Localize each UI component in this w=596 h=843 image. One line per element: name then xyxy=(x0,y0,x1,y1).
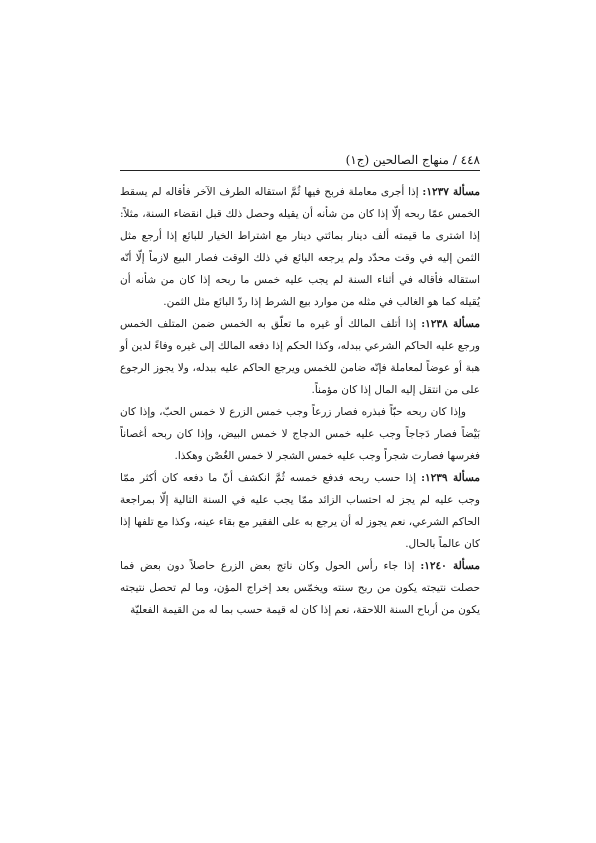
running-header xyxy=(120,152,480,170)
paragraph-text: إذا جاء رأس الحول وكان ناتج بعض الزرع حاصلاً دون بعض فما حصلت نتيجته يكون من ربح سنته ويخمّس بعد إخراج المؤن، وما لم تحصل نتيجته يكون من أرباح السنة اللاحقة، نعم إذا كان له قيمة حسب بما له من القيمة الفعليّة xyxy=(120,560,480,616)
page-body xyxy=(120,181,480,621)
issue-label: مسألة ١٢٣٩: xyxy=(421,472,480,484)
header-rule xyxy=(120,170,480,171)
paragraph-text: إذا أتلف المالك أو غيره ما تعلّق به الخمس ضمن المتلف الخمس ورجع عليه الحاكم الشرعي ببدله، وكذا الحكم إذا دفعه المالك إلى غيره وفاءً لدين أو هبة أو عوضاً لمعاملة فإنّه ضامن للخمس ويرجع الحاكم عليه ببدله، ولا يجوز الرجوع على من انتقل إليه المال إذا كان مؤمناً. xyxy=(120,318,480,396)
paragraph-1237 xyxy=(120,181,480,313)
header-text: ٤٤٨ / منهاج الصالحين (ج١) xyxy=(345,153,480,167)
issue-label: مسألة ١٢٤٠: xyxy=(420,560,480,572)
issue-label: مسألة ١٢٣٨: xyxy=(421,318,480,330)
paragraph-continuation xyxy=(120,401,480,467)
paragraph-text: إذا أجرى معاملة فربح فيها ثُمَّ استقاله الطرف الآخر فأقاله لم يسقط الخمس عمّا ربحه إلّا إذا كان من شأنه أن يقيله وحصل ذلك قبل انقضاء السنة، مثلاً: إذا اشترى ما قيمته ألف دينار بمائتي دينار مع اشتراط الخيار للبائع إذا أرجع مثل الثمن إليه في وقت محدّد ولم يرجعه البائع في ذلك الوقت فصار البيع لازماً إلّا أنّه استقاله فأقاله في أثناء السنة لم يجب عليه خمس ما ربحه إذا كان من شأنه أن يُقيله كما هو الغالب في مثله من موارد بيع الشرط إذا ردّ البائع مثل الثمن. xyxy=(120,186,480,308)
issue-label: مسألة ١٢٣٧: xyxy=(422,186,480,198)
paragraph-1240 xyxy=(120,555,480,621)
paragraph-text: إذا حسب ربحه فدفع خمسه ثُمَّ انكشف أنّ ما دفعه كان أكثر ممّا وجب عليه لم يجز له احتساب الزائد ممّا يجب عليه في السنة التالية إلّا بمراجعة الحاكم الشرعي، نعم يجوز له أن يرجع به على الفقير مع بقاء عينه، وكذا مع تلفها إذا كان عالماً بالحال. xyxy=(120,472,480,550)
paragraph-text: وإذا كان ربحه حبّاً فبذره فصار زرعاً وجب خمس الزرع لا خمس الحبّ، وإذا كان بَيْضاً فصار دَجاجاً وجب عليه خمس الدجاج لا خمس البيض، وإذا كان ربحه أغصاناً فغرسها فصارت شجراً وجب عليه خمس الشجر لا خمس الغُصْن وهكذا. xyxy=(120,406,480,462)
paragraph-1238 xyxy=(120,313,480,401)
paragraph-1239 xyxy=(120,467,480,555)
